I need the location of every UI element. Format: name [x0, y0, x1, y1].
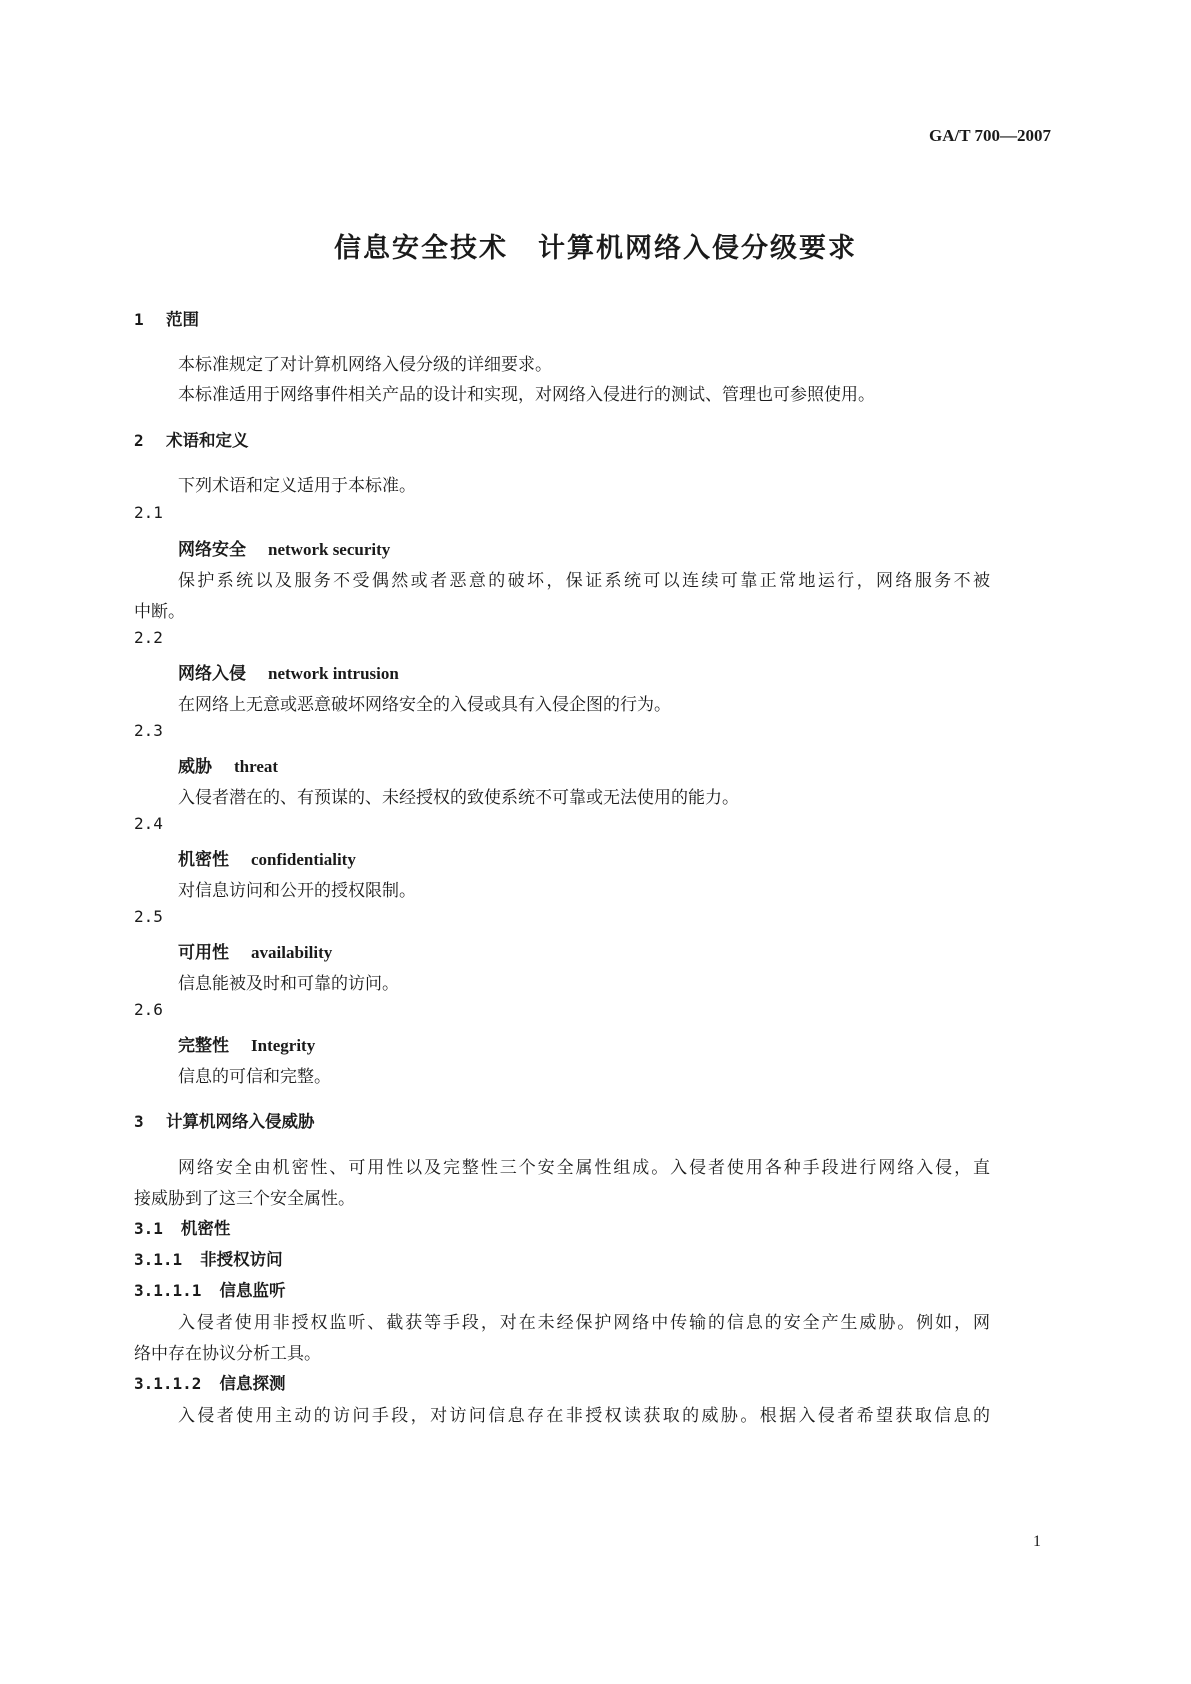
term-number: 2.6 — [134, 1000, 163, 1019]
subsection-3-1-1-1-heading — [134, 1277, 285, 1301]
term-number: 2.2 — [134, 628, 163, 647]
subsection-paragraph: 入侵者使用非授权监听、截获等手段，对在未经保护网络中传输的信息的安全产生威胁。例如，网 — [178, 1313, 990, 1333]
term-definition: 信息的可信和完整。 — [178, 1067, 331, 1087]
subsection-3-1-1-2-heading — [134, 1370, 285, 1394]
subsection-3-1-1-heading — [134, 1246, 283, 1270]
section-3-paragraph-continued: 接威胁到了这三个安全属性。 — [134, 1189, 355, 1209]
section-title: 信息监听 — [219, 1281, 286, 1300]
term-definition: 在网络上无意或恶意破坏网络安全的入侵或具有入侵企图的行为。 — [178, 695, 671, 715]
term-english: threat — [234, 757, 279, 776]
term-chinese: 网络入侵 — [178, 664, 246, 684]
document-code: GA/T 700—2007 — [928, 126, 1051, 145]
section-3-paragraph: 网络安全由机密性、可用性以及完整性三个安全属性组成。入侵者使用各种手段进行网络入侵，直 — [178, 1158, 990, 1178]
section-3-heading — [134, 1108, 315, 1132]
title-part-1: 信息安全技术 — [334, 233, 508, 264]
section-2-heading — [134, 427, 249, 451]
term-english: confidentiality — [251, 850, 356, 869]
term-english: network security — [268, 540, 391, 559]
term-number: 2.4 — [134, 814, 163, 833]
term-heading — [178, 659, 399, 684]
term-definition: 信息能被及时和可靠的访问。 — [178, 974, 399, 994]
subsection-paragraph-continued: 络中存在协议分析工具。 — [134, 1344, 321, 1364]
section-number: 3.1.1.2 — [134, 1374, 202, 1393]
term-number: 2.5 — [134, 907, 163, 926]
term-definition: 保护系统以及服务不受偶然或者恶意的破坏，保证系统可以连续可靠正常地运行，网络服务不被 — [178, 571, 990, 591]
section-title: 非授权访问 — [200, 1250, 283, 1269]
page-title — [0, 226, 1191, 265]
section-2-intro: 下列术语和定义适用于本标准。 — [178, 476, 416, 496]
section-number: 3.1.1 — [134, 1250, 183, 1269]
term-definition: 入侵者潜在的、有预谋的、未经授权的致使系统不可靠或无法使用的能力。 — [178, 788, 739, 808]
term-heading — [178, 1031, 315, 1056]
term-heading — [178, 535, 390, 560]
section-1-heading — [134, 306, 199, 330]
term-heading — [178, 938, 332, 963]
subsection-3-1-heading — [134, 1215, 230, 1239]
term-definition: 对信息访问和公开的授权限制。 — [178, 881, 416, 901]
term-definition-continued: 中断。 — [134, 602, 185, 622]
section-number: 3.1 — [134, 1219, 163, 1238]
term-english: network intrusion — [268, 664, 399, 683]
term-chinese: 威胁 — [178, 757, 212, 777]
section-1-paragraph-2: 本标准适用于网络事件相关产品的设计和实现，对网络入侵进行的测试、管理也可参照使用。 — [178, 385, 875, 405]
term-chinese: 可用性 — [178, 943, 229, 963]
term-chinese: 完整性 — [178, 1036, 229, 1056]
subsection-paragraph: 入侵者使用主动的访问手段，对访问信息存在非授权读获取的威胁。根据入侵者希望获取信息的 — [178, 1406, 990, 1426]
term-number: 2.3 — [134, 721, 163, 740]
section-title: 术语和定义 — [166, 431, 249, 450]
section-title: 信息探测 — [219, 1374, 286, 1393]
section-1-paragraph-1: 本标准规定了对计算机网络入侵分级的详细要求。 — [178, 355, 552, 375]
page-number: 1 — [1033, 1533, 1041, 1550]
term-chinese: 机密性 — [178, 850, 229, 870]
section-number: 3 — [134, 1112, 144, 1131]
term-english: availability — [251, 943, 333, 962]
section-number: 2 — [134, 431, 144, 450]
term-heading — [178, 845, 356, 870]
term-number: 2.1 — [134, 503, 163, 522]
term-heading — [178, 752, 278, 777]
title-part-2: 计算机网络入侵分级要求 — [538, 233, 857, 264]
section-title: 机密性 — [180, 1219, 231, 1238]
section-number: 3.1.1.1 — [134, 1281, 202, 1300]
section-title: 范围 — [166, 310, 199, 329]
term-english: Integrity — [251, 1036, 316, 1055]
section-number: 1 — [134, 310, 144, 329]
section-title: 计算机网络入侵威胁 — [166, 1112, 315, 1131]
term-chinese: 网络安全 — [178, 540, 246, 560]
